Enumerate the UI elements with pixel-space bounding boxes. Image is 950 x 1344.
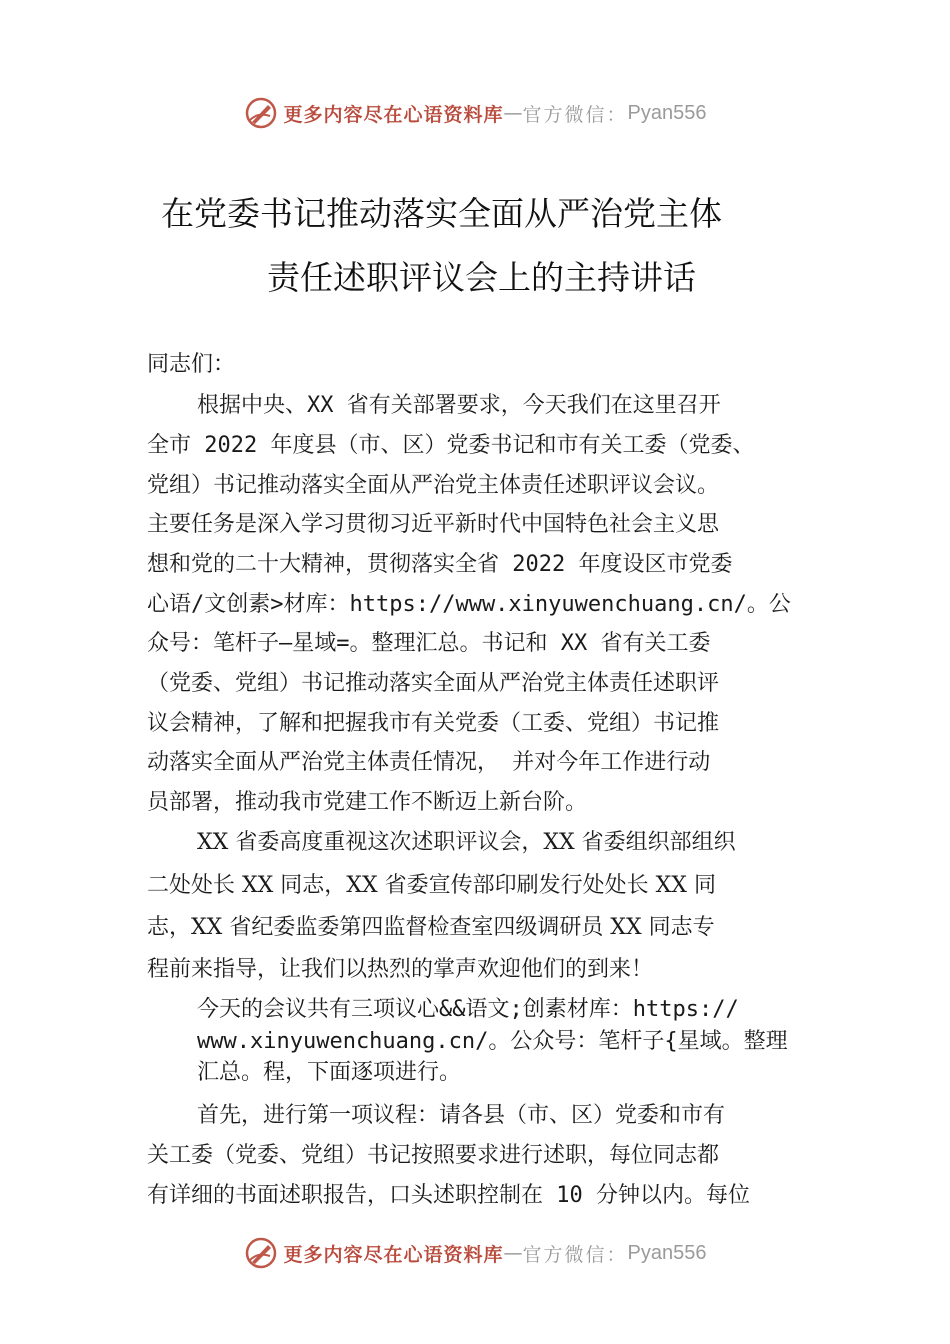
banner-label: 官方微信： (522, 1243, 628, 1266)
banner-brand: 更多内容尽在心语资料库 (283, 103, 504, 126)
para2-line: 二处处长 XX 同志，XX 省委宣传部印刷发行处处长 XX 同 (147, 873, 716, 898)
document-title-line-1: 在党委书记推动落实全面从严治党主体 (161, 194, 722, 233)
header-banner (0, 93, 950, 133)
para1-line: 员部署，推动我市党建工作不断迈上新台阶。 (147, 790, 588, 815)
banner-handle: Pyan556 (627, 101, 707, 124)
para1-line: （党委、党组）书记推动落实全面从严治党主体责任述职评 (147, 671, 720, 696)
para1-line: 议会精神，了解和把握我市有关党委（工委、党组）书记推 (147, 711, 720, 736)
para4-line: 关工委（党委、党组）书记按照要求进行述职，每位同志都 (147, 1143, 720, 1168)
para3-line: 汇总。程，下面逐项进行。 (197, 1060, 462, 1085)
para2-line: 程前来指导，让我们以热烈的掌声欢迎他们的到来！ (147, 957, 654, 982)
para1-line: 全市 2022 年度县（市、区）党委书记和市有关工委（党委、 (147, 433, 755, 458)
para1-line: 主要任务是深入学习贯彻习近平新时代中国特色社会主义思 (147, 512, 720, 537)
para1-line: 众号：笔杆子—星域=。整理汇总。书记和 XX 省有关工委 (147, 631, 711, 656)
para2-line: XX 省委高度重视这次述职评议会，XX 省委组织部组织 (197, 830, 736, 855)
para1-line: 根据中央、XX 省有关部署要求，今天我们在这里召开 (197, 393, 721, 418)
para1-line: 想和党的二十大精神，贯彻落实全省 2022 年度设区市党委 (147, 552, 733, 577)
banner-label: 官方微信： (522, 103, 628, 126)
banner-separator: — (503, 102, 523, 124)
para4-line: 有详细的书面述职报告，口头述职控制在 10 分钟以内。每位 (147, 1183, 750, 1208)
salutation: 同志们： (147, 352, 236, 377)
para2-line: 志，XX 省纪委监委第四监督检查室四级调研员 XX 同志专 (147, 915, 715, 940)
para3-line: 今天的会议共有三项议心&&语文;创素材库：https:// (197, 997, 739, 1022)
footer-banner (0, 1233, 950, 1273)
banner-handle: Pyan556 (627, 1241, 707, 1264)
banner-brand: 更多内容尽在心语资料库 (283, 1243, 504, 1266)
pen-logo-icon (244, 1236, 278, 1270)
para4-line: 首先，进行第一项议程：请各县（市、区）党委和市有 (197, 1103, 726, 1128)
para1-line: 心语/文创素>材库：https://www.xinyuwenchuang.cn/。公 (147, 592, 791, 617)
para3-line: www.xinyuwenchuang.cn/。公众号：笔杆子{星域。整理 (197, 1029, 788, 1054)
para1-line: 动落实全面从严治党主体责任情况， 并对今年工作进行动 (147, 750, 711, 775)
document-title-line-2: 责任述职评议会上的主持讲话 (267, 258, 696, 297)
banner-separator: — (503, 1242, 523, 1264)
pen-logo-icon (244, 96, 278, 130)
para1-line: 党组）书记推动落实全面从严治党主体责任述职评议会议。 (147, 473, 720, 498)
